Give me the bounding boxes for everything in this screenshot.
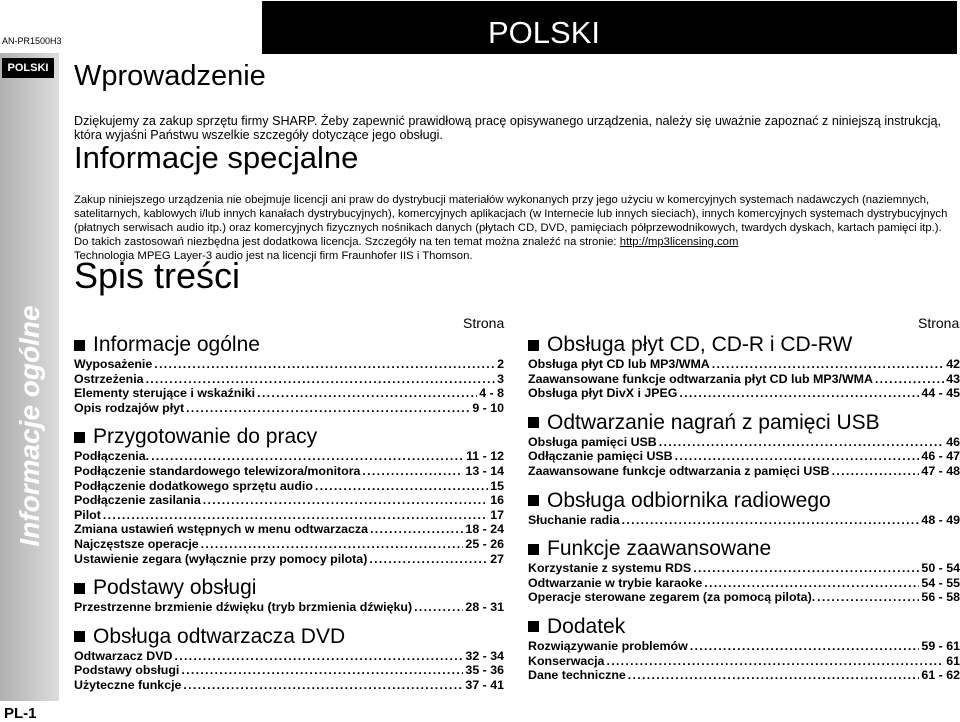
toc-entry-title: Korzystanie z systemu RDS bbox=[528, 561, 692, 576]
toc-entry-title: Podłączenie dodatkowego sprzętu audio bbox=[74, 478, 313, 493]
square-bullet-icon bbox=[74, 631, 85, 642]
special-info-paragraph: Zakup niniejszego urządzenia nie obejmuje licencji ani praw do dystrybucji materiałów wykonanych przy jego użyciu w komercyjnych systemach nadawczych (naziemnych, satelitarnych, kablowych i/lub innych kanałach dystrybucyjnych), komercyjnych aplikacjach (w Internecie lub innych sieciach), innych komercyjnych systemach dystrybucyjnych (płatnych serwisach audio itp.) oraz komercyjnych fizycznych nośnikach danych (płytach CD, DVD, pamięciach półprzewodnikowych, twardych dyskach, kartach pamięci itp.). bbox=[74, 194, 948, 234]
toc-section bbox=[528, 537, 960, 605]
toc-entry-page: 46 - 47 bbox=[921, 449, 960, 464]
toc-entry-title: Elementy sterujące i wskaźniki bbox=[74, 386, 256, 401]
toc-entry-title: Wyposażenie bbox=[74, 357, 153, 371]
page-title: Wprowadzenie bbox=[74, 60, 266, 92]
sidebar-language-tab: POLSKI bbox=[2, 58, 54, 78]
toc-dot-leader bbox=[369, 552, 488, 567]
toc-entry-page: 9 - 10 bbox=[472, 400, 504, 415]
toc-entry-page: 17 bbox=[490, 507, 504, 522]
toc-entry-title: Podłączenie standardowego telewizora/monitora bbox=[74, 463, 361, 478]
toc-entry bbox=[74, 464, 504, 479]
toc-section-title: Obsługa płyt CD, CD-R i CD-RW bbox=[547, 333, 853, 356]
toc-section-heading bbox=[528, 333, 960, 357]
special-info-paragraph-license bbox=[74, 235, 958, 249]
toc-entry-title: Zaawansowane funkcje odtwarzania płyt CD lub MP3/WMA bbox=[528, 371, 873, 386]
toc-dot-leader bbox=[315, 479, 488, 494]
square-bullet-icon bbox=[528, 495, 539, 506]
toc-section-heading bbox=[74, 425, 504, 449]
toc-entry bbox=[74, 508, 504, 523]
toc-entry-page: 54 - 55 bbox=[921, 575, 960, 590]
toc-entry bbox=[74, 372, 504, 387]
toc-entry-title: Odłączanie pamięci USB bbox=[528, 449, 673, 464]
toc-dot-leader bbox=[690, 639, 920, 654]
toc-entry bbox=[74, 600, 504, 615]
toc-entry-title: Ustawienie zegara (wyłącznie przy pomocy pilota) bbox=[74, 551, 368, 566]
toc-entry bbox=[528, 386, 960, 401]
toc-entry-page: 11 - 12 bbox=[466, 449, 504, 464]
toc-entry-title: Słuchanie radia bbox=[528, 512, 620, 527]
toc-entry bbox=[528, 590, 960, 605]
toc-dot-leader bbox=[875, 372, 944, 387]
toc-section-title: Obsługa odtwarzacza DVD bbox=[93, 624, 346, 648]
toc-entry-page: 37 - 41 bbox=[465, 677, 504, 692]
toc-dot-leader bbox=[679, 386, 919, 401]
toc-dot-leader bbox=[675, 449, 920, 464]
toc-dot-leader bbox=[659, 435, 944, 450]
toc-entry-title: Podłączenie zasilania bbox=[74, 493, 201, 508]
toc-section-title: Przygotowanie do pracy bbox=[93, 425, 318, 449]
toc-dot-leader bbox=[201, 537, 464, 552]
toc-section-heading bbox=[74, 625, 504, 649]
toc-dot-leader bbox=[257, 386, 477, 401]
toc-entry bbox=[74, 479, 504, 494]
toc-entry-page: 61 bbox=[946, 653, 960, 668]
toc-page-label-right: Strona bbox=[918, 315, 960, 331]
toc-dot-leader bbox=[704, 576, 919, 591]
toc-entry bbox=[528, 435, 960, 450]
intro-text: Dziękujemy za zakup sprzętu firmy SHARP. Żeby zapewnić prawidłową pracę opisywanego urządzenia, należy się uważnie zapoznać z niniejszą instrukcją, która wyjaśni Państwu wszelkie szczegóły dotyczące jego obsługi. bbox=[74, 114, 942, 142]
page-number: PL-1 bbox=[4, 705, 37, 722]
toc-entry bbox=[74, 537, 504, 552]
toc-section bbox=[74, 425, 504, 566]
toc-entry-title: Pilot bbox=[74, 507, 101, 522]
toc-entry-title: Najczęstsze operacje bbox=[74, 536, 199, 551]
toc-dot-leader bbox=[693, 561, 919, 576]
toc-dot-leader bbox=[174, 649, 463, 664]
special-info-paragraph-mpeg: Technologia MPEG Layer-3 audio jest na licencji firm Fraunhofer IIS i Thomson. bbox=[74, 250, 473, 262]
sidebar-vertical-title: Informacje ogólne bbox=[14, 305, 45, 547]
toc-entry-page: 50 - 54 bbox=[921, 561, 960, 576]
special-info bbox=[74, 193, 958, 263]
toc-section-heading bbox=[528, 411, 960, 435]
toc-entry-page: 25 - 26 bbox=[465, 536, 504, 551]
toc-dot-leader bbox=[832, 464, 920, 479]
toc-entry bbox=[528, 357, 960, 372]
toc-entry-title: Użyteczne funkcje bbox=[74, 677, 182, 692]
toc-section bbox=[528, 411, 960, 479]
toc-entry bbox=[74, 357, 504, 372]
toc-entry-page: 13 - 14 bbox=[465, 463, 504, 478]
toc-dot-leader bbox=[622, 513, 920, 528]
toc-dot-leader bbox=[712, 357, 944, 372]
language-banner-label: POLSKI bbox=[488, 15, 600, 50]
toc-entry bbox=[528, 513, 960, 528]
toc-dot-leader bbox=[151, 449, 464, 464]
square-bullet-icon bbox=[528, 621, 539, 632]
toc-section-title: Podstawy obsługi bbox=[93, 576, 257, 600]
toc-entry-page: 32 - 34 bbox=[465, 648, 504, 663]
toc-entry bbox=[528, 639, 960, 654]
toc-column-right bbox=[528, 333, 960, 693]
toc-dot-leader bbox=[370, 522, 463, 537]
toc-entry-page: 46 bbox=[946, 434, 960, 449]
toc-section bbox=[528, 333, 960, 401]
toc-entry bbox=[74, 663, 504, 678]
toc-entry-title: Odtwarzanie w trybie karaoke bbox=[528, 575, 703, 590]
toc-section-heading bbox=[528, 537, 960, 561]
toc-section-title: Obsługa odbiornika radiowego bbox=[547, 488, 831, 512]
toc-entry-title: Konserwacja bbox=[528, 653, 605, 668]
toc-entry bbox=[74, 552, 504, 567]
toc-section bbox=[528, 615, 960, 683]
toc-section bbox=[74, 576, 504, 615]
toc-entry bbox=[74, 401, 504, 416]
toc-dot-leader bbox=[146, 372, 496, 387]
sidebar bbox=[0, 53, 59, 701]
toc-heading: Spis treści bbox=[74, 255, 241, 296]
toc-entry bbox=[528, 449, 960, 464]
toc-entry bbox=[74, 522, 504, 537]
toc-entry-title: Operacje sterowane zegarem (za pomocą pilota). bbox=[528, 590, 816, 605]
toc-dot-leader bbox=[628, 668, 920, 683]
toc-dot-leader bbox=[181, 663, 463, 678]
toc-entry-page: 4 - 8 bbox=[479, 386, 504, 401]
toc-entry-page: 16 bbox=[490, 493, 504, 508]
toc-entry-page: 35 - 36 bbox=[465, 663, 504, 678]
toc-dot-leader bbox=[414, 600, 463, 615]
license-link[interactable]: http://mp3licensing.com bbox=[619, 236, 739, 248]
license-text: Do takich zastosowań niezbędna jest dodatkowa licencja. Szczegóły na ten temat można znaleźć na stronie: bbox=[74, 236, 620, 248]
toc-dot-leader bbox=[186, 401, 470, 416]
toc-dot-leader bbox=[103, 508, 488, 523]
toc-section-heading bbox=[528, 615, 960, 639]
square-bullet-icon bbox=[528, 417, 539, 428]
square-bullet-icon bbox=[74, 340, 85, 351]
toc-dot-leader bbox=[154, 357, 495, 372]
toc-entry-title: Opis rodzajów płyt bbox=[74, 400, 185, 415]
toc-entry-title: Podłączenia. bbox=[74, 449, 150, 464]
toc-entry-title: Podstawy obsługi bbox=[74, 663, 180, 678]
toc-entry-page: 61 - 62 bbox=[921, 668, 960, 683]
toc-entry-page: 28 - 31 bbox=[465, 600, 504, 615]
toc-entry bbox=[74, 649, 504, 664]
toc-entry-page: 59 - 61 bbox=[921, 638, 960, 653]
toc-entry-page: 56 - 58 bbox=[921, 590, 960, 605]
square-bullet-icon bbox=[528, 544, 539, 555]
toc-entry bbox=[528, 561, 960, 576]
toc-entry bbox=[528, 372, 960, 387]
toc-dot-leader bbox=[606, 654, 944, 669]
toc-section bbox=[528, 489, 960, 528]
special-info-heading: Informacje specjalne bbox=[74, 140, 359, 175]
toc-entry-page: 3 bbox=[497, 371, 504, 386]
toc-entry bbox=[528, 668, 960, 683]
toc-dot-leader bbox=[362, 464, 463, 479]
toc-entry-title: Dane techniczne bbox=[528, 668, 626, 683]
toc-entry bbox=[74, 386, 504, 401]
toc-entry-page: 43 bbox=[946, 371, 960, 386]
toc-entry-title: Zmiana ustawień wstępnych w menu odtwarzacza bbox=[74, 522, 369, 537]
square-bullet-icon bbox=[528, 340, 539, 351]
toc-section-title: Odtwarzanie nagrań z pamięci USB bbox=[547, 410, 880, 434]
toc-entry-title: Odtwarzacz DVD bbox=[74, 648, 173, 663]
toc-entry-page: 42 bbox=[946, 357, 960, 371]
square-bullet-icon bbox=[74, 432, 85, 443]
toc-entry-title: Rozwiązywanie problemów bbox=[528, 638, 688, 653]
square-bullet-icon bbox=[74, 583, 85, 594]
toc-entry bbox=[528, 576, 960, 591]
toc-entry-title: Zaawansowane funkcje odtwarzania z pamięci USB bbox=[528, 463, 830, 478]
toc-entry bbox=[74, 449, 504, 464]
toc-dot-leader bbox=[203, 493, 488, 508]
toc-entry-page: 15 bbox=[490, 478, 504, 493]
toc-entry-title: Obsługa płyt DivX i JPEG bbox=[528, 386, 678, 401]
toc-dot-leader bbox=[183, 678, 463, 693]
toc-entry-page: 47 - 48 bbox=[921, 463, 960, 478]
toc-column-left bbox=[74, 333, 504, 703]
toc-entry-title: Przestrzenne brzmienie dźwięku (tryb brzmienia dźwięku) bbox=[74, 600, 413, 615]
toc-section-title: Informacje ogólne bbox=[93, 333, 260, 356]
toc-entry bbox=[74, 493, 504, 508]
toc-section-heading bbox=[74, 333, 504, 357]
model-number: AN-PR1500H3 bbox=[2, 36, 62, 46]
toc-section-heading bbox=[528, 489, 960, 513]
toc-entry-title: Obsługa płyt CD lub MP3/WMA bbox=[528, 357, 710, 371]
toc-entry-page: 18 - 24 bbox=[465, 522, 504, 537]
toc-entry-page: 44 - 45 bbox=[921, 386, 960, 401]
toc-section-heading bbox=[74, 576, 504, 600]
toc-dot-leader bbox=[817, 590, 919, 605]
language-banner bbox=[262, 1, 957, 54]
toc-section bbox=[74, 625, 504, 693]
toc-entry bbox=[74, 678, 504, 693]
toc-entry-title: Ostrzeżenia bbox=[74, 371, 144, 386]
toc-entry-title: Obsługa pamięci USB bbox=[528, 434, 657, 449]
toc-entry-page: 48 - 49 bbox=[921, 512, 960, 527]
toc-section-title: Funkcje zaawansowane bbox=[547, 537, 772, 561]
toc-section bbox=[74, 333, 504, 415]
toc-entry-page: 27 bbox=[490, 551, 504, 566]
toc-entry bbox=[528, 654, 960, 669]
toc-entry bbox=[528, 464, 960, 479]
toc-page-label-left: Strona bbox=[463, 315, 505, 331]
toc-entry-page: 2 bbox=[497, 357, 504, 371]
toc-section-title: Dodatek bbox=[547, 614, 626, 638]
